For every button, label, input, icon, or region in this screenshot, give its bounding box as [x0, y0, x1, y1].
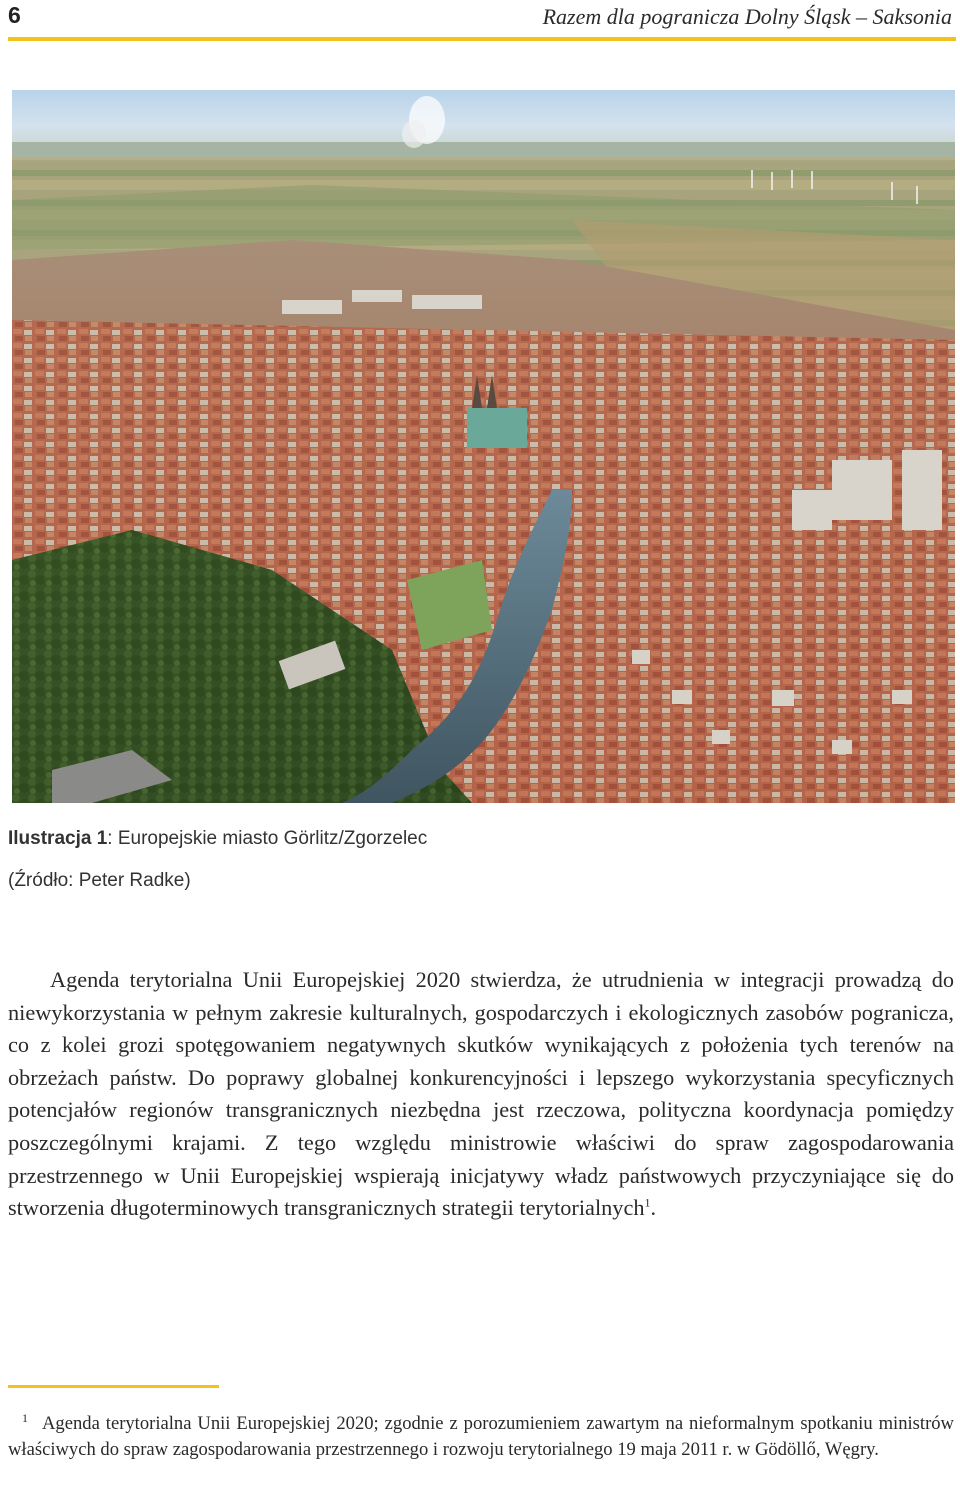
footnote-number: 1 — [22, 1410, 28, 1425]
caption-label: Ilustracja 1 — [8, 828, 108, 849]
body-paragraph-text: Agenda terytorialna Unii Europejskiej 2020 stwierdza, że utrudnienia w integracji prowadzą do niewykorzystania w pełnym zakresie kulturalnych, gospodarczych i ekologicznych zasobów pogranicza, co z kolei grozi spotęgowaniem negatywnych skutków wynikających z położenia tych terenów na obrzeżach państw. Do poprawy globalnej konkurencyjności i lepszego wykorzystania specyficznych potencjałów regionów transgranicznych niezbędna jest rzeczowa, polityczna koordynacja pomiędzy poszczególnymi krajami. Z tego względu ministrowie właściwi do spraw zagospodarowania przestrzennego w Unii Europejskiej wspierają inicjatywy władz państwowych przyczyniające się do stworzenia długoterminowych transgranicznych strategii terytorialnych — [8, 967, 954, 1221]
page-number: 6 — [8, 2, 21, 28]
aerial-photo-drawing — [12, 90, 955, 803]
body-paragraph — [8, 964, 954, 1225]
figure-source: (Źródło: Peter Radke) — [8, 870, 191, 891]
footnote-text: Agenda terytorialna Unii Europejskiej 2020; zgodnie z porozumieniem zawartym na nieformalnym spotkaniu ministrów właściwych do spraw zagospodarowania przestrzennego i rozwoju terytorialnego 19 maja 2011 r. w Gödöllő, Węgry. — [8, 1413, 954, 1460]
footnote — [8, 1411, 954, 1462]
running-title: Razem dla pogranicza Dolny Śląsk – Saksonia — [542, 4, 952, 29]
header-rule — [8, 37, 956, 41]
aerial-photo — [12, 90, 955, 803]
footnote-rule — [8, 1385, 219, 1388]
figure-caption — [8, 828, 427, 850]
footnote-reference[interactable]: 1 — [644, 1195, 651, 1210]
body-paragraph-end: . — [650, 1195, 657, 1221]
caption-text: : Europejskie miasto Görlitz/Zgorzelec — [107, 828, 428, 849]
